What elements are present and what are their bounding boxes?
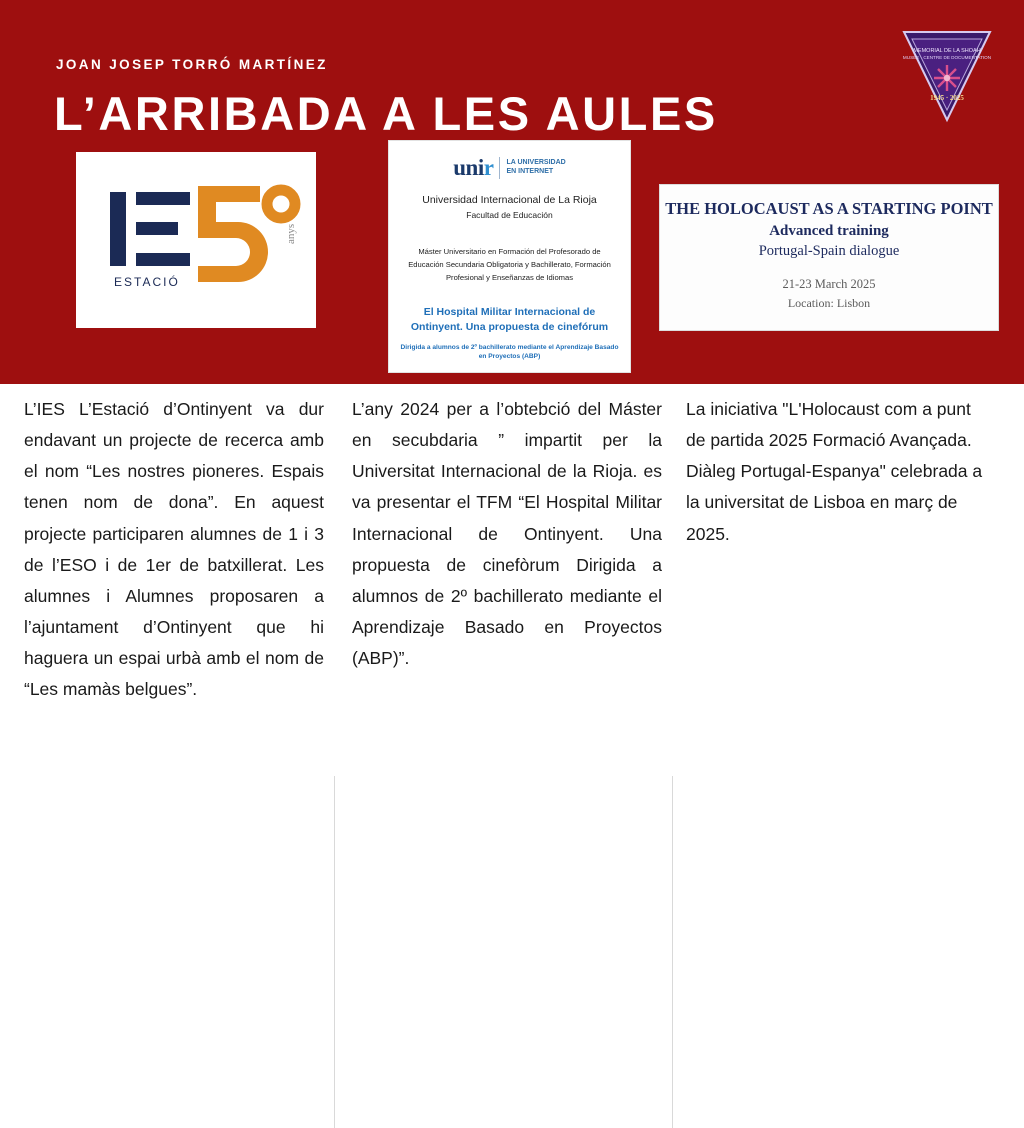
author-name: JOAN JOSEP TORRÓ MARTÍNEZ	[56, 57, 328, 72]
unir-master-line3: Profesional y Enseñanzas de Idiomas	[445, 272, 574, 282]
svg-text:anys: anys	[285, 223, 297, 244]
unir-logo-subtitle-line2: EN INTERNET	[506, 168, 554, 175]
holocaust-banner-subtitle: Advanced training	[769, 223, 889, 239]
organization-badge-icon	[898, 28, 996, 124]
unir-tfm-cover-image	[388, 140, 631, 373]
svg-text:ESTACIÓ: ESTACIÓ	[114, 275, 180, 289]
title-banner	[0, 0, 1024, 384]
unir-tfm-title-line1: El Hospital Militar Internacional de	[423, 305, 596, 318]
unir-logo-subtitle	[506, 159, 565, 177]
unir-target-audience	[389, 343, 630, 361]
unir-master-line2: Educación Secundaria Obligatoria y Bachillerato, Formación	[408, 259, 611, 269]
svg-text:1945 · 2025: 1945 · 2025	[930, 94, 964, 102]
svg-text:MEMORIAL DE LA SHOAH: MEMORIAL DE LA SHOAH	[913, 48, 981, 54]
text-column-1	[24, 394, 324, 705]
column-2-paragraph: L’any 2024 per a l’obtebció del Máster en secubdaria ” impartit per la Universitat Internacional de la Rioja. es va presentar el TFM “El Hospital Militar Internacional de Ontinyent. Una propuesta de cinefòrum Dirigida a alumnos de 2º bachillerato mediante el Aprendizaje Basado en Proyectos (ABP)”.	[352, 399, 662, 669]
holocaust-banner-location: Location: Lisbon	[787, 296, 871, 310]
unir-logo-divider	[499, 157, 500, 179]
unir-wordmark: unir	[453, 155, 494, 180]
unir-master-description	[389, 246, 630, 285]
unir-university-name: Universidad Internacional de La Rioja	[422, 194, 597, 206]
holocaust-banner-subtitle2: Portugal-Spain dialogue	[758, 243, 900, 259]
column-1-paragraph: L’IES L’Estació d’Ontinyent va dur endavant un projecte de recerca amb el nom “Les nostres pioneres. Espais tenen nom de dona”. En aquest projecte participaren alumnes de 1 i 3 de l’ESO i de 1er de batxillerat. Les alumnes i Alumnes proposaren a l’ajuntament d’Ontinyent que hi haguera un espai urbà amb el nom de “Les mamàs belgues”.	[24, 399, 324, 700]
unir-logo	[389, 155, 630, 181]
content-columns	[0, 384, 1024, 768]
unir-logo-subtitle-line1: LA UNIVERSIDAD	[506, 159, 566, 167]
holocaust-course-banner-image	[659, 184, 999, 331]
unir-faculty-name: Facultad de Educación	[466, 210, 553, 220]
svg-text:MUSÉE · CENTRE DE DOCUMENTATIO: MUSÉE · CENTRE DE DOCUMENTATION	[902, 55, 992, 60]
unir-target-audience-line1: Dirigida a alumnos de 2º bachillerato mediante el Aprendizaje Basado	[400, 344, 619, 352]
unir-tfm-title-line2: Ontinyent. Una propuesta de cinefórum	[410, 320, 609, 333]
page-title: L’ARRIBADA A LES AULES	[54, 87, 718, 140]
text-column-3	[686, 394, 986, 550]
column-divider-1	[334, 776, 335, 1128]
column-3-paragraph: La iniciativa "L'Holocaust com a punt de partida 2025 Formació Avançada. Diàleg Portugal-Espanya" celebrada a la universitat de Lisboa en març de 2025.	[686, 399, 983, 544]
text-column-2	[352, 394, 662, 674]
column-divider-2	[672, 776, 673, 1128]
holocaust-banner-title: THE HOLOCAUST AS A STARTING POINT	[665, 199, 993, 218]
unir-target-audience-line2: en Proyectos (ABP)	[478, 353, 541, 361]
holocaust-banner-dates: 21-23 March 2025	[782, 277, 876, 291]
ies-logo-image	[76, 152, 316, 328]
unir-tfm-title	[389, 305, 630, 335]
unir-master-line1: Máster Universitario en Formación del Profesorado de	[418, 247, 601, 256]
